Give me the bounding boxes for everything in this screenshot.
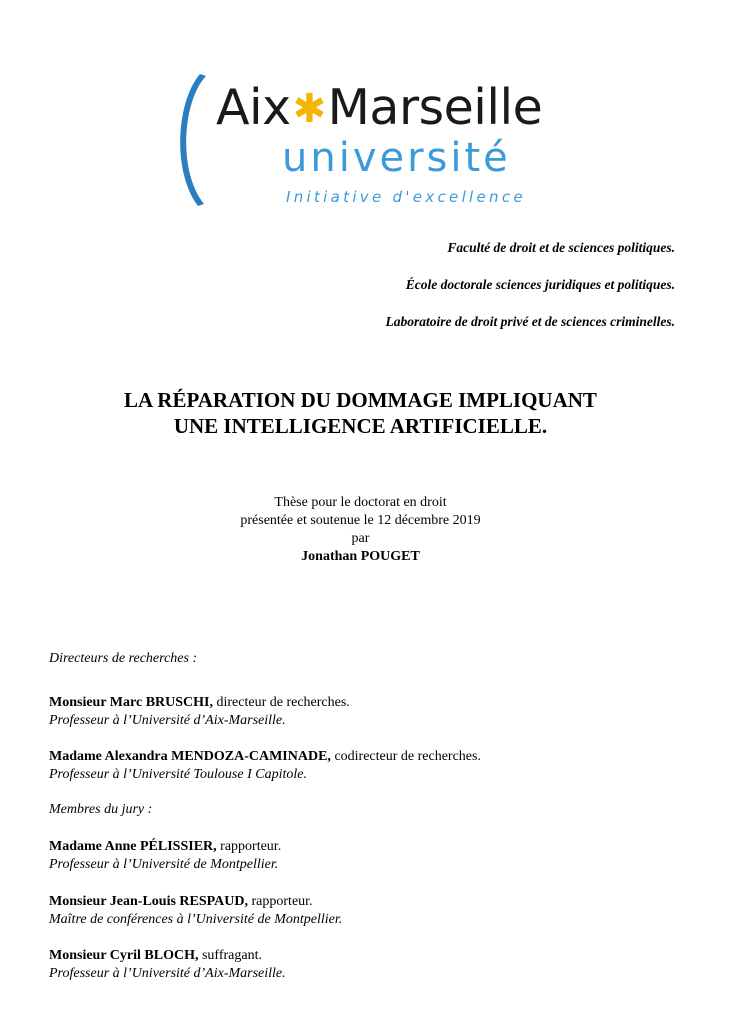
jury-member-role: suffragant. <box>198 948 262 963</box>
laboratory-line: Laboratoire de droit privé et de sciences criminelles. <box>385 314 675 329</box>
logo-text-marseille: Marseille <box>327 79 543 136</box>
logo-tagline: Initiative d'excellence <box>286 188 526 206</box>
jury-member-entry <box>49 838 281 856</box>
jury-member-affiliation: Professeur à l’Université de Montpellier. <box>49 857 279 872</box>
thesis-degree: Thèse pour le doctorat en droit <box>274 495 447 510</box>
jury-member-affiliation: Maître de conférences à l’Université de Montpellier. <box>49 912 343 927</box>
jury-member-role: rapporteur. <box>248 894 313 909</box>
jury-member-entry <box>49 947 262 965</box>
jury-member-affiliation: Professeur à l’Université d’Aix-Marseille. <box>49 966 286 981</box>
directors-heading: Directeurs de recherches : <box>49 651 198 666</box>
director-entry <box>49 748 481 766</box>
logo-bracket-icon <box>176 72 216 212</box>
jury-member-name: Madame Anne PÉLISSIER, <box>49 839 217 854</box>
thesis-author: Jonathan POUGET <box>301 549 420 564</box>
jury-member-name: Monsieur Cyril BLOCH, <box>49 948 199 963</box>
doctoral-school-line: École doctorale sciences juridiques et politiques. <box>405 277 675 292</box>
star-icon: ✱ <box>292 86 326 132</box>
thesis-defense-date: présentée et soutenue le 12 décembre 2019 <box>240 513 481 528</box>
director-affiliation: Professeur à l’Université d’Aix-Marseille. <box>49 713 286 728</box>
logo-wordmark-aix-marseille <box>216 78 542 141</box>
director-role: directeur de recherches. <box>212 695 350 710</box>
director-name: Monsieur Marc BRUSCHI, <box>49 695 213 710</box>
thesis-title-line-2: UNE INTELLIGENCE ARTIFICIELLE. <box>173 414 548 438</box>
thesis-title-line-1: LA RÉPARATION DU DOMMAGE IMPLIQUANT <box>124 388 597 412</box>
jury-member-name: Monsieur Jean-Louis RESPAUD, <box>49 894 249 909</box>
director-role: codirecteur de recherches. <box>330 749 481 764</box>
aix-marseille-logo <box>176 72 566 212</box>
jury-member-role: rapporteur. <box>216 839 282 854</box>
logo-text-aix: Aix <box>216 79 291 136</box>
jury-heading: Membres du jury : <box>49 802 153 817</box>
director-name: Madame Alexandra MENDOZA-CAMINADE, <box>49 749 331 764</box>
director-entry <box>49 694 350 712</box>
director-affiliation: Professeur à l’Université Toulouse I Capitole. <box>49 767 307 782</box>
jury-member-entry <box>49 893 313 911</box>
faculty-line: Faculté de droit et de sciences politiques. <box>447 240 675 255</box>
logo-wordmark-universite: université <box>282 135 511 181</box>
thesis-by: par <box>351 531 370 546</box>
